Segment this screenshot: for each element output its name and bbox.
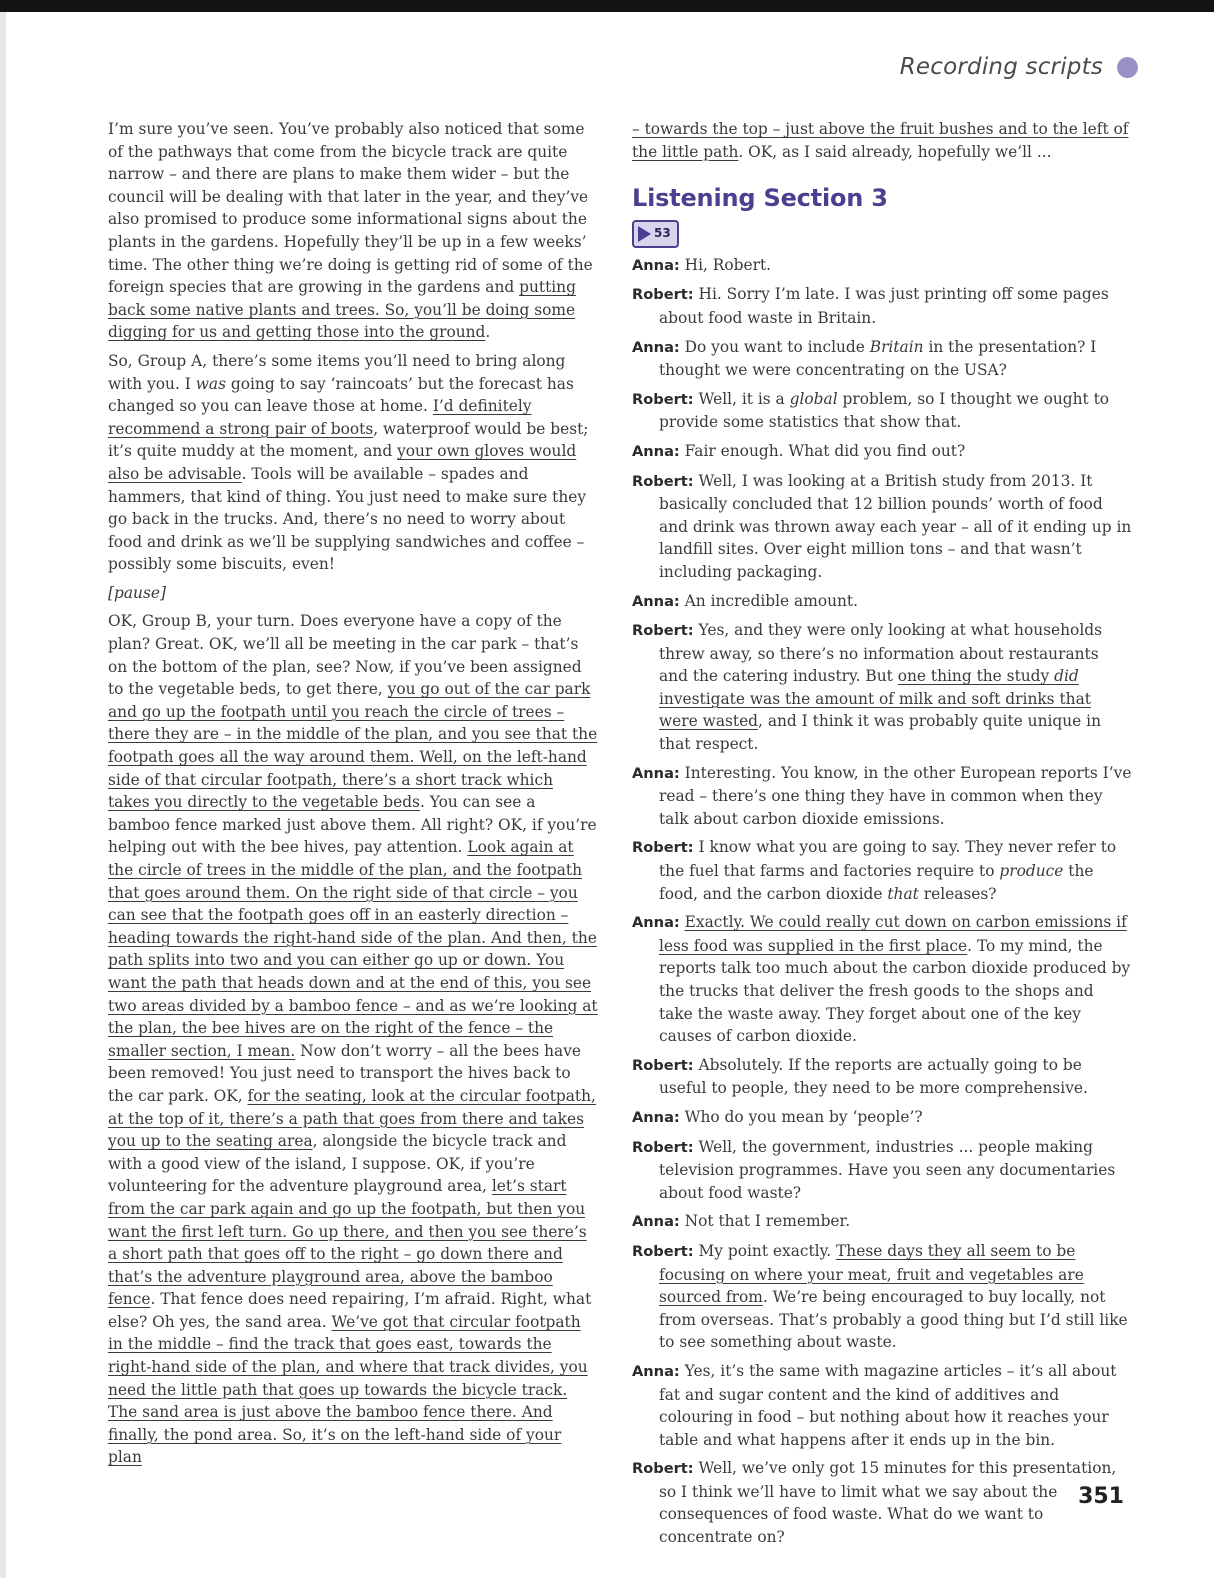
speaker-name: Robert: (632, 839, 694, 857)
text-run: Hi, Robert. (684, 255, 772, 274)
paragraph (108, 118, 598, 344)
dialogue-turn (632, 1054, 1132, 1100)
dialogue-turn (632, 470, 1132, 584)
text-run: My point exactly. (698, 1241, 837, 1260)
underlined-answer: I’d definitely recommend a strong pair of boots (108, 397, 532, 438)
right-column (632, 118, 1132, 1555)
dialogue-turn (632, 911, 1132, 1048)
underlined-answer: We’ve got that circular footpath in the middle – find the track that goes east, towards the right-hand side of the plan, and where that track divides, you need the little path that goes up towards the bicycle track. The sand area is just above the bamboo fence there. And finally, the pond area. So, it’s on the left-hand side of your plan (108, 1312, 588, 1467)
dialogue-turn (632, 1457, 1132, 1548)
text-run: Absolutely. If the reports are actually going to be useful to people, they need to be more comprehensive. (659, 1055, 1088, 1098)
text-run: I know what you are going to say. They never refer to the fuel that farms and factories require to (659, 838, 1117, 881)
header-title: Recording scripts (899, 54, 1103, 80)
text-run: Yes, and they were only looking at what households threw away, so there’s no information about restaurants and the catering industry. But (659, 621, 1102, 686)
text-run: . That fence does need repairing, I’m afraid. Right, what else? Oh yes, the sand area. (108, 1290, 592, 1331)
track-number: 53 (654, 226, 671, 241)
audio-track-badge[interactable] (632, 220, 679, 248)
dialogue-turn (632, 1210, 1132, 1234)
text-run: . We’re being encouraged to buy locally, not from overseas. That’s probably a good thing but I’d still like to see something about waste. (659, 1288, 1128, 1352)
underlined-answer: Look again at the circle of trees in the middle of the plan, and the footpath that goes around them. On the right side of that circle – you can see that the footpath goes off in an easterly direction – heading towards the right-hand side of the plan. And then, the path splits into two and you can either go up or down. You want the path that heads down and at the end of this, you see two areas divided by a bamboo fence – and as we’re looking at the plan, the bee hives are on the right of the fence – the smaller section, I mean. (108, 838, 598, 1060)
speaker-name: Anna: (632, 338, 680, 356)
text-run: Fair enough. What did you find out? (684, 441, 966, 460)
section-title: Listening Section 3 (632, 184, 888, 213)
text-run: in the presentation? I thought we were concentrating on the USA? (659, 337, 1097, 380)
text-run: Who do you mean by ‘people’? (684, 1107, 923, 1126)
text-run: the food, and the carbon dioxide (659, 862, 1094, 903)
speaker-name: Robert: (632, 622, 694, 640)
dialogue-turn (632, 1360, 1132, 1451)
speaker-name: Robert: (632, 286, 694, 304)
speaker-name: Anna: (632, 1108, 680, 1126)
page-number: 351 (1078, 1484, 1124, 1509)
underlined-answer: did (1054, 667, 1079, 686)
text-run: . OK, as I said already, hopefully we’ll ... (738, 142, 1052, 161)
speaker-name: Anna: (632, 914, 680, 932)
text-run: Well, it is a (698, 389, 790, 408)
text-run: Well, I was looking at a British study from 2013. It basically concluded that 12 billion pounds’ worth of food and drink was thrown away each year – all of it ending up in landfill sites. Over eight million tons – and that wasn’t including packaging. (659, 471, 1132, 581)
underlined-answer: you go out of the car park and go up the footpath until you reach the circle of trees – there they are – in the middle of the plan, and you see that the footpath goes all the way around them. Well, on the left-hand side of that circular footpath, there’s a short track which takes you directly to the vegetable beds (108, 680, 598, 812)
dialogue-turn (632, 1106, 1132, 1130)
dialogue-turn (632, 590, 1132, 614)
paragraph (632, 118, 1132, 163)
dialogue-turn (632, 1136, 1132, 1205)
text-run: OK, Group B, your turn. Does everyone have a copy of the plan? Great. OK, we’ll all be meeting in the car park – that’s on the bottom of the plan, see? Now, if you’ve been assigned to the vegetable beds, to get there, (108, 612, 582, 699)
text-run: So, Group A, there’s some items you’ll need to bring along with you. I (108, 351, 566, 393)
text-run: . To my mind, the reports talk too much about the carbon dioxide produced by the trucks that deliver the fresh goods to the shops and take the waste away. They forget about one of the key causes of carbon dioxide. (659, 936, 1131, 1046)
underlined-answer: putting back some native plants and trees. So, you’ll be doing some digging for us and getting those into the ground (108, 278, 576, 342)
text-run: Do you want to include (684, 337, 870, 356)
play-icon (638, 226, 651, 242)
dialogue-turn (632, 762, 1132, 831)
dialogue-turn (632, 1240, 1132, 1354)
text-run: problem, so I thought we ought to provide some statistics that show that. (659, 389, 1110, 432)
text-run: Now don’t worry – all the bees have been removed! You just need to transport the hives back to the car park. OK, (108, 1041, 582, 1105)
speaker-name: Robert: (632, 1242, 694, 1260)
dialogue-turn (632, 283, 1132, 329)
text-run: releases? (918, 884, 997, 903)
text-run: Well, we’ve only got 15 minutes for this presentation, so I think we’ll have to limit what we say about the consequences of food waste. What do we want to concentrate on? (659, 1459, 1117, 1547)
top-scan-edge (0, 0, 1214, 12)
paragraph (108, 610, 598, 1469)
speaker-name: Anna: (632, 1362, 680, 1380)
text-run: . (485, 323, 491, 342)
speaker-name: Anna: (632, 256, 680, 274)
text-run: An incredible amount. (684, 591, 858, 610)
dialogue-turn (632, 254, 1132, 278)
underlined-answer: – towards the top – just above the fruit bushes and to the left of the little path (632, 120, 1129, 161)
text-run: . You can see a bamboo fence marked just above them. All right? OK, if you’re helping out with the bee hives, pay attention. (108, 793, 597, 857)
underlined-answer: These days they all seem to be focusing on where your meat, fruit and vegetables are sourced from (659, 1241, 1084, 1307)
running-header (900, 54, 1138, 80)
dialogue-turn (632, 619, 1132, 756)
dialogue-turn (632, 336, 1132, 382)
pause-note: [pause] (108, 583, 166, 602)
text-run: Britain (869, 337, 924, 356)
speaker-name: Robert: (632, 1138, 694, 1156)
text-run: Well, the government, industries ... people making television programmes. Have you seen any documentaries about food waste? (659, 1137, 1116, 1202)
underlined-answer: for the seating, look at the circular footpath, at the top of it, there’s a path that goes from there and takes you up to the seating area (108, 1086, 596, 1151)
left-scan-edge (0, 12, 6, 1578)
text-run: produce (999, 862, 1064, 881)
underlined-answer: investigate was the amount of milk and soft drinks that were wasted (659, 689, 1091, 731)
speaker-name: Anna: (632, 592, 680, 610)
underlined-answer: let’s start from the car park again and go up the footpath, but then you want the first left turn. Go up there, and then you see there’s a short path that goes off to the right – go down there and that’s the adventure playground area, above the bamboo fence (108, 1177, 587, 1309)
paragraph (108, 350, 598, 576)
text-run: that (887, 884, 919, 903)
header-dot-icon (1117, 57, 1138, 78)
text-run: , alongside the bicycle track and with a good view of the island, I suppose. OK, if you’re volunteering for the adventure playground area, (108, 1132, 567, 1196)
text-run: , waterproof would be best; it’s quite muddy at the moment, and (108, 419, 589, 461)
text-run: Hi. Sorry I’m late. I was just printing off some pages about food waste in Britain. (659, 285, 1109, 327)
speaker-name: Anna: (632, 1213, 680, 1231)
speaker-name: Robert: (632, 1056, 694, 1074)
dialogue-turn (632, 388, 1132, 434)
text-run: Not that I remember. (684, 1212, 851, 1231)
speaker-name: Robert: (632, 1460, 694, 1478)
text-run: was (195, 374, 226, 393)
speaker-name: Anna: (632, 764, 680, 782)
text-run: Yes, it’s the same with magazine articles – it’s all about fat and sugar content and the kind of additives and colouring in food – but nothing about how it reaches your table and what happens after it ends up in the bin. (659, 1361, 1117, 1449)
text-run: , and I think it was probably quite unique in that respect. (659, 712, 1102, 754)
speaker-name: Anna: (632, 442, 680, 460)
dialogue-turn (632, 440, 1132, 464)
text-run: . Tools will be available – spades and hammers, that kind of thing. You just need to make sure they go back in the trucks. And, there’s no need to worry about food and drink as we’ll be supplying sandwiches and coffee – possibly some biscuits, even! (108, 464, 587, 574)
dialogue-turn (632, 836, 1132, 905)
dialogue (632, 254, 1132, 1549)
text-run: Interesting. You know, in the other European reports I’ve read – there’s one thing they have in common when they talk about carbon dioxide emissions. (659, 763, 1132, 828)
underlined-answer: one thing the study (897, 667, 1055, 686)
speaker-name: Robert: (632, 390, 694, 408)
underlined-answer: your own gloves would also be advisable (108, 442, 577, 483)
speaker-name: Robert: (632, 472, 694, 490)
text-run: I’m sure you’ve seen. You’ve probably also noticed that some of the pathways that come from the bicycle track are quite narrow – and there are plans to make them wider – but the council will be dealing with that later in the year, and they’ve also promised to produce some informational signs about the plants in the gardens. Hopefully they’ll be up in a few weeks’ time. The other thing we’re doing is getting rid of some of the foreign species that are growing in the gardens and (108, 120, 593, 297)
text-run: global (789, 389, 838, 408)
left-column (108, 118, 598, 1475)
text-run: going to say ‘raincoats’ but the forecast has changed so you can leave those at home. (108, 374, 574, 416)
underlined-answer: Exactly. We could really cut down on carbon emissions if less food was supplied in the first place (659, 913, 1127, 955)
